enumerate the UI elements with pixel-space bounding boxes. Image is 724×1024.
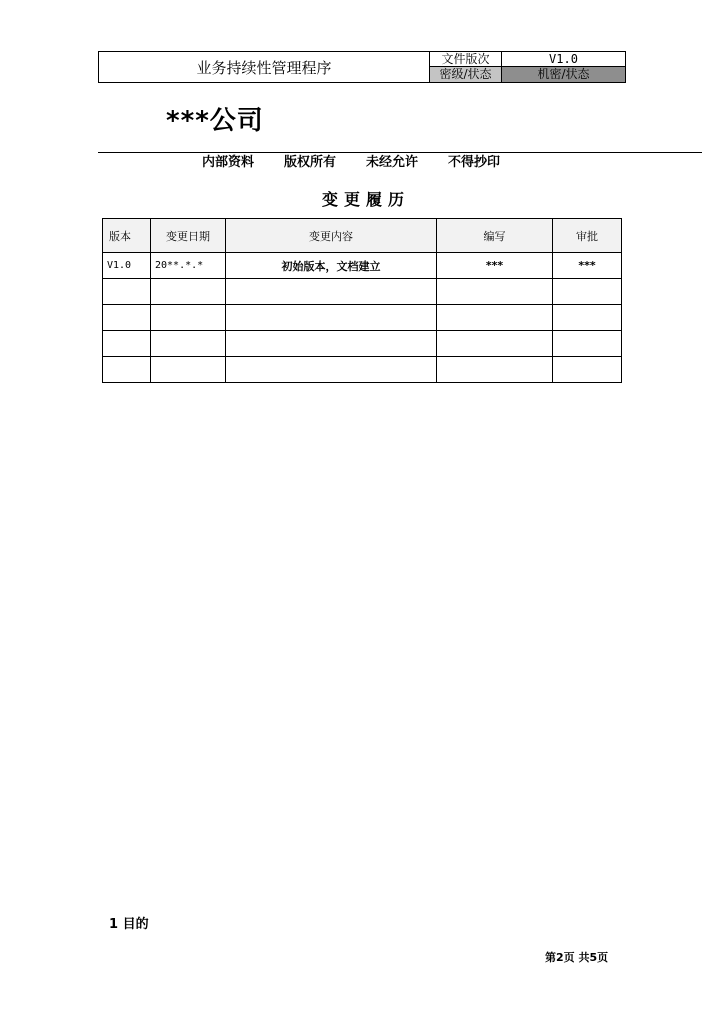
notice-item: 版权所有 <box>284 155 337 170</box>
section-title: 变更履历 <box>321 190 410 209</box>
table-cell: *** <box>553 253 622 279</box>
table-cell <box>553 331 622 357</box>
table-cell <box>226 279 437 305</box>
table-cell: 初始版本，文档建立 <box>226 253 437 279</box>
notice-item: 内部资料 <box>202 155 255 170</box>
notice-item: 不得抄印 <box>448 155 501 170</box>
table-cell <box>437 331 553 357</box>
table-cell <box>103 279 151 305</box>
table-cell <box>437 305 553 331</box>
table-cell <box>103 357 151 383</box>
column-header: 版本 <box>103 219 151 253</box>
table-cell <box>151 305 226 331</box>
confidentiality-notice <box>202 151 500 170</box>
table-cell <box>103 305 151 331</box>
table-row <box>103 357 622 383</box>
table-cell <box>151 357 226 383</box>
document-title: 业务持续性管理程序 <box>99 52 430 82</box>
table-cell <box>553 357 622 383</box>
column-header: 变更内容 <box>226 219 437 253</box>
table-cell: V1.0 <box>103 253 151 279</box>
table-cell <box>437 279 553 305</box>
table-row <box>103 253 622 279</box>
document-header-box <box>98 51 626 83</box>
column-header: 审批 <box>553 219 622 253</box>
version-label: 文件版次 <box>430 52 502 67</box>
table-cell <box>103 331 151 357</box>
security-label: 密级/状态 <box>430 67 502 82</box>
table-cell <box>151 279 226 305</box>
table-cell <box>437 357 553 383</box>
company-name: ***公司 <box>166 106 264 136</box>
column-header: 变更日期 <box>151 219 226 253</box>
table-row <box>103 331 622 357</box>
table-cell <box>553 305 622 331</box>
page-number: 第2页 共5页 <box>545 951 609 964</box>
purpose-heading: 1 目的 <box>109 917 149 932</box>
security-value: 机密/状态 <box>502 67 625 82</box>
table-cell <box>553 279 622 305</box>
table-row <box>103 305 622 331</box>
table-cell: *** <box>437 253 553 279</box>
notice-item: 未经允许 <box>366 155 419 170</box>
table-cell <box>226 331 437 357</box>
column-header: 编写 <box>437 219 553 253</box>
table-cell <box>226 305 437 331</box>
table-cell: 20**.*.* <box>151 253 226 279</box>
table-cell <box>151 331 226 357</box>
table-row <box>103 279 622 305</box>
table-cell <box>226 357 437 383</box>
change-history-table <box>102 218 622 383</box>
version-value: V1.0 <box>502 52 625 67</box>
table-header-row <box>103 219 622 253</box>
